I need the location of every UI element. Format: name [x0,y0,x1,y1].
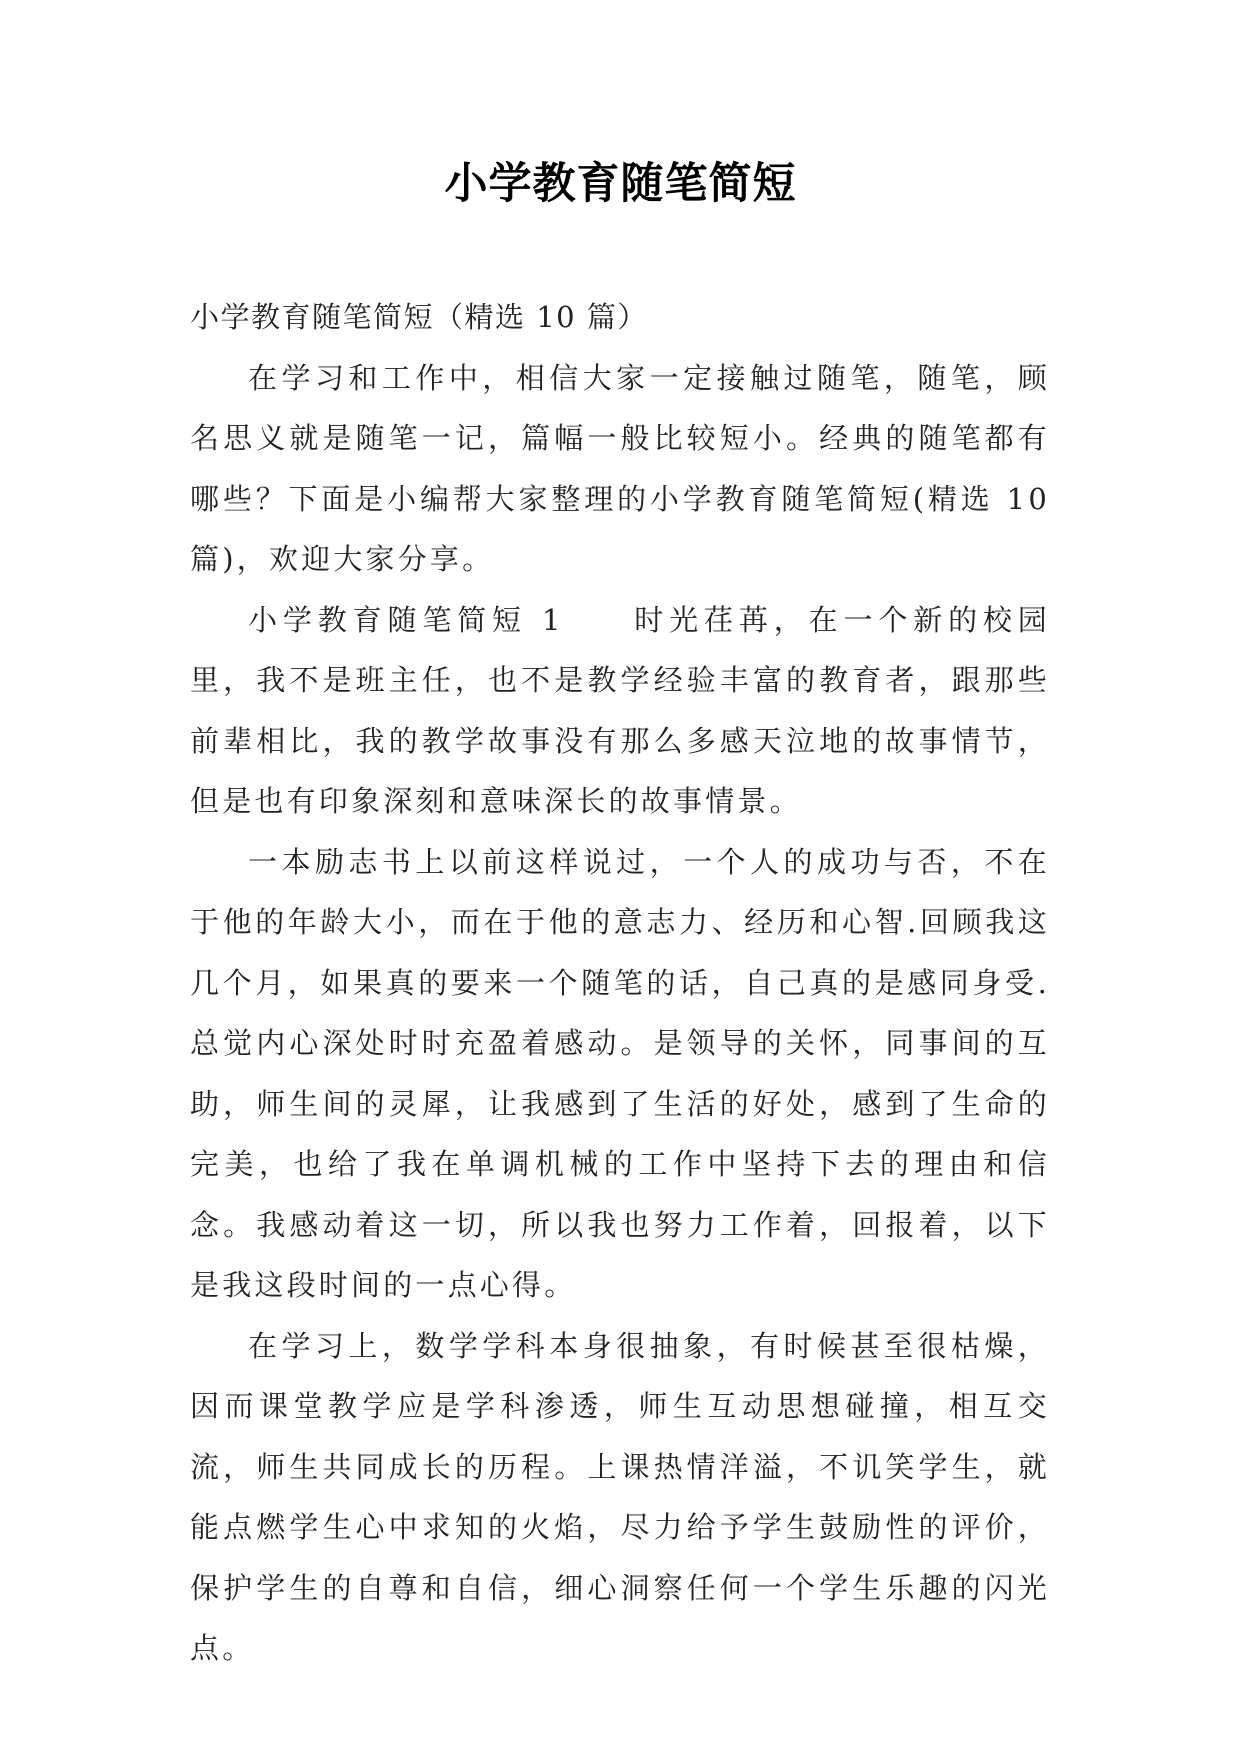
section-1-heading: 小学教育随笔简短 1 [248,602,564,637]
document-title: 小学教育随笔简短 [444,159,797,209]
section-1-text: 时光荏苒，在一个新的校园里，我不是班主任，也不是教学经验丰富的教育者，跟那些前辈相比，我的教学故事没有那么多感天泣地的故事情节，但是也有印象深刻和意味深长的故事情景。 [190,602,1050,818]
intro-paragraph: 在学习和工作中，相信大家一定接触过随笔，随笔，顾名思义就是随笔一记，篇幅一般比较短小。经典的随笔都有哪些？下面是小编帮大家整理的小学教育随笔简短(精选 10 篇)，欢迎大家分享。 [190,360,1050,576]
body-paragraph-3: 在学习上，数学学科本身很抽象，有时候甚至很枯燥，因而课堂教学应是学科渗透，师生互动思想碰撞，相互交流，师生共同成长的历程。上课热情洋溢，不讥笑学生，就能点燃学生心中求知的火焰，尽力给予学生鼓励性的评价，保护学生的自尊和自信，细心洞察任何一个学生乐趣的闪光点。 [190,1328,1050,1665]
document-subtitle: 小学教育随笔简短（精选 10 篇） [190,300,648,334]
section-1-paragraph [190,590,1050,832]
body-paragraph-2: 一本励志书上以前这样说过，一个人的成功与否，不在于他的年龄大小，而在于他的意志力、经历和心智.回顾我这几个月，如果真的要来一个随笔的话，自己真的是感同身受.总觉内心深处时时充盈着感动。是领导的关怀，同事间的互助，师生间的灵犀，让我感到了生活的好处，感到了生命的完美，也给了我在单调机械的工作中坚持下去的理由和信念。我感动着这一切，所以我也努力工作着，回报着，以下是我这段时间的一点心得。 [190,844,1050,1302]
document-body [190,287,1050,1679]
